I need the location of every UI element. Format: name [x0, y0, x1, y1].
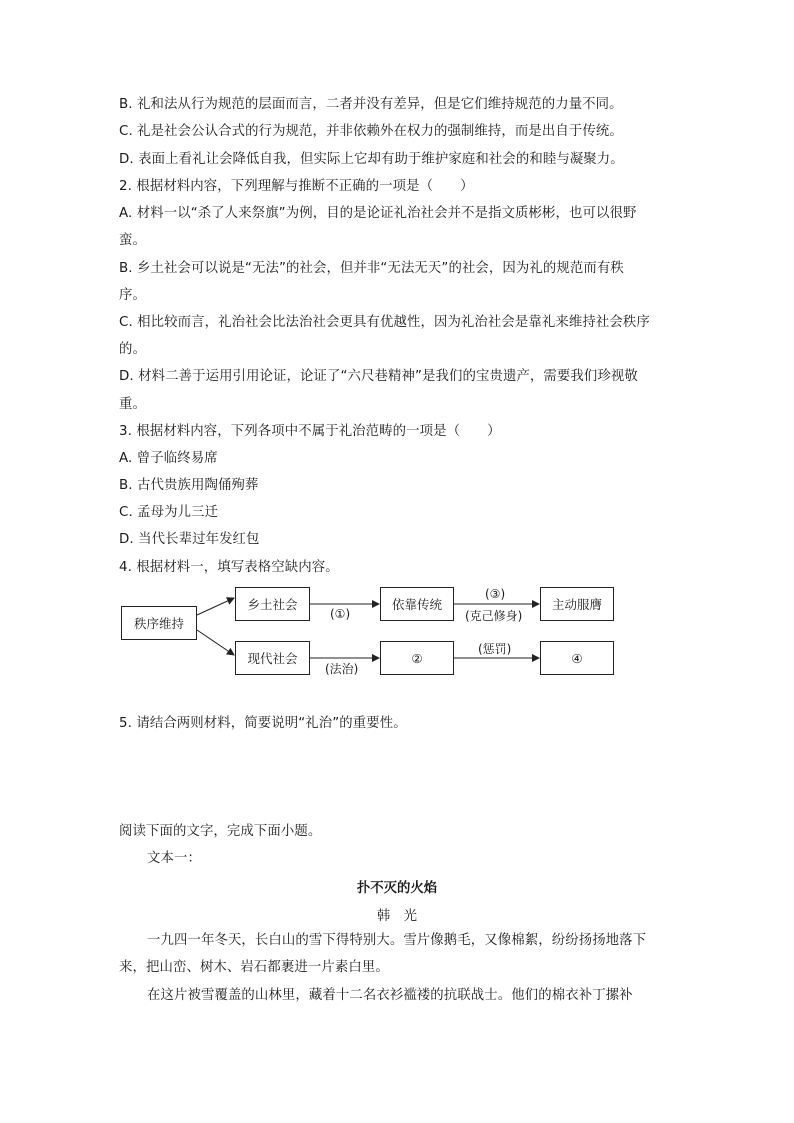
diagram-blank1-label: (①) [330, 607, 351, 621]
q2-option-c-cont: 的。 [119, 342, 146, 357]
q3-option-b: B. 古代贵族用陶俑殉葬 [119, 478, 259, 493]
q3-option-c: C. 孟母为儿三迁 [119, 505, 219, 520]
diagram-active-submission-box: 主动服膺 [540, 587, 614, 621]
q2-option-a: A. 材料一以“杀了人来祭旗”为例，目的是论证礼治社会并不是指文质彬彬，也可以很野 [119, 206, 637, 221]
diagram-punishment-label: (惩罚) [478, 642, 512, 656]
diagram-root-box: 秩序维持 [121, 606, 197, 640]
q4-stem: 4. 根据材料一，填写表格空缺内容。 [119, 560, 339, 575]
q3-option-d: D. 当代长辈过年发红包 [119, 532, 260, 547]
diagram-blank4-box: ④ [540, 641, 614, 675]
arrow-root-to-rural [197, 598, 234, 615]
diagram-rural-society-box: 乡土社会 [235, 587, 310, 621]
q2-option-b: B. 乡土社会可以说是“无法”的社会，但并非“无法无天”的社会，因为礼的规范而有秩 [119, 261, 624, 276]
q1-option-c: C. 礼是社会公认合式的行为规范，并非依赖外在权力的强制维持，而是出自于传统。 [119, 124, 623, 139]
q2-stem: 2. 根据材料内容，下列理解与推断不正确的一项是（ ） [119, 179, 474, 194]
passage-para1-line1: 一九四一年冬天，长白山的雪下得特别大。雪片像鹅毛，又像棉絮，纷纷扬扬地落下 [147, 933, 647, 948]
q1-option-d: D. 表面上看礼让会降低自我，但实际上它却有助于维护家庭和社会的和睦与凝聚力。 [119, 152, 624, 167]
passage-para1-line2: 来，把山峦、树木、岩石都裹进一片素白里。 [119, 960, 389, 975]
q2-option-b-cont: 序。 [119, 288, 146, 303]
q2-option-a-cont: 蛮。 [119, 233, 146, 248]
passage-para2-line1: 在这片被雪覆盖的山林里，藏着十二名衣衫褴褛的抗联战士。他们的棉衣补丁摞补 [147, 988, 633, 1003]
q3-option-a: A. 曾子临终易席 [119, 451, 218, 466]
q2-option-d-cont: 重。 [119, 397, 146, 412]
passage-author: 韩 光 [376, 909, 418, 924]
diagram-self-cultivation-label: (克己修身) [465, 609, 523, 623]
passage-title: 扑不灭的火焰 [356, 881, 438, 896]
q1-option-b: B. 礼和法从行为规范的层面而言，二者并没有差异，但是它们维持规范的力量不同。 [119, 97, 623, 112]
diagram-blank3-label: (③) [485, 587, 506, 601]
diagram-blank2-box: ② [380, 641, 454, 675]
diagram-rule-of-law-label: (法治) [325, 662, 359, 676]
diagram-tradition-box: 依靠传统 [380, 587, 454, 621]
diagram-modern-society-box: 现代社会 [235, 641, 310, 675]
q2-option-c: C. 相比较而言，礼治社会比法治社会更具有优越性，因为礼治社会是靠礼来维持社会秩序 [119, 315, 650, 330]
arrow-root-to-modern [197, 630, 234, 655]
reading-instruction: 阅读下面的文字，完成下面小题。 [119, 824, 322, 839]
q5-stem: 5. 请结合两则材料，简要说明“礼治”的重要性。 [119, 716, 407, 731]
q3-stem: 3. 根据材料内容，下列各项中不属于礼治范畴的一项是（ ） [119, 424, 501, 439]
q2-option-d: D. 材料二善于运用引用论证，论证了“六尺巷精神”是我们的宝贵遗产，需要我们珍视敬 [119, 369, 638, 384]
text-one-label: 文本一： [147, 851, 201, 866]
